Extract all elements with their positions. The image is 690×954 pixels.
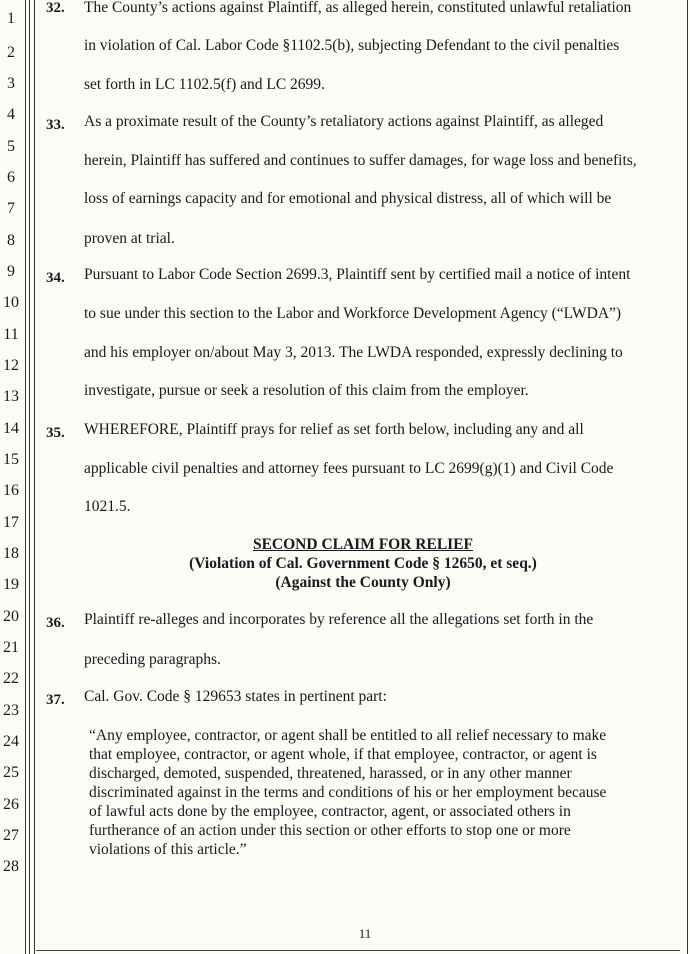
quote-text: discharged, demoted, suspended, threatened, harassed, or in any other manner (89, 765, 572, 782)
paragraph-text: preceding paragraphs. (84, 651, 221, 668)
quote-text: violations of this article.” (89, 841, 247, 858)
paragraph-text: to sue under this section to the Labor and Workforce Development Agency (“LWDA”) (84, 305, 622, 322)
quote-text: of lawful acts done by the employee, contractor, agent, or associated others in (89, 803, 571, 820)
quote-text: “Any employee, contractor, or agent shall be entitled to all relief necessary to make (89, 727, 607, 744)
line-number: 24 (3, 733, 19, 750)
line-number: 6 (7, 169, 15, 186)
paragraph-text: applicable civil penalties and attorney fees pursuant to LC 2699(g)(1) and Civil Code (84, 460, 614, 477)
paragraph-text: set forth in LC 1102.5(f) and LC 2699. (84, 76, 325, 93)
paragraph-number: 35. (46, 425, 65, 441)
quote-text: furtherance of an action under this section or other efforts to stop one or more (89, 822, 571, 839)
line-number: 14 (3, 420, 19, 437)
claim-heading-title: SECOND CLAIM FOR RELIEF (252, 536, 474, 553)
line-number: 16 (3, 482, 19, 499)
left-margin-rule (25, 0, 26, 954)
left-margin-rule (29, 0, 30, 954)
left-margin-rule (34, 0, 35, 954)
line-number: 27 (3, 827, 19, 844)
line-number: 15 (3, 451, 19, 468)
paragraph-text: herein, Plaintiff has suffered and continues to suffer damages, for wage loss and benefits, (84, 152, 637, 169)
line-number: 10 (3, 294, 19, 311)
line-number: 11 (3, 326, 19, 343)
line-number: 25 (3, 764, 19, 781)
line-number: 3 (7, 75, 15, 92)
line-number: 21 (3, 639, 19, 656)
line-number: 26 (3, 796, 19, 813)
claim-heading-subtitle: (Violation of Cal. Government Code § 12650, et seq.) (189, 555, 537, 572)
line-number: 23 (3, 702, 19, 719)
claim-heading-subtitle: (Against the County Only) (275, 574, 451, 591)
paragraph-text: As a proximate result of the County’s retaliatory actions against Plaintiff, as alleged (84, 113, 604, 130)
paragraph-text: loss of earnings capacity and for emotional and physical distress, all of which will be (84, 190, 612, 207)
quote-text: that employee, contractor, or agent whole, if that employee, contractor, or agent is (89, 746, 597, 763)
paragraph-text: proven at trial. (84, 230, 175, 247)
paragraph-text: investigate, pursue or seek a resolution of this claim from the employer. (84, 382, 529, 399)
line-number: 7 (7, 200, 15, 217)
line-number: 20 (3, 608, 19, 625)
line-number: 5 (7, 138, 15, 155)
paragraph-text: The County’s actions against Plaintiff, as alleged herein, constituted unlawful retaliation (84, 0, 632, 16)
line-number: 13 (3, 388, 19, 405)
line-number: 8 (7, 232, 15, 249)
paragraph-text: 1021.5. (84, 498, 131, 515)
line-number: 1 (7, 10, 15, 27)
paragraph-text: Pursuant to Labor Code Section 2699.3, Plaintiff sent by certified mail a notice of intent (84, 266, 631, 283)
line-number: 9 (7, 263, 15, 280)
paragraph-text: Plaintiff re-alleges and incorporates by reference all the allegations set forth in the (84, 611, 594, 628)
paragraph-number: 34. (46, 270, 65, 286)
quote-text: discriminated against in the terms and conditions of his or her employment because (89, 784, 607, 801)
line-number: 28 (3, 858, 19, 875)
page-number: 11 (358, 926, 372, 941)
line-number: 19 (3, 576, 19, 593)
line-number: 17 (3, 514, 19, 531)
paragraph-text: WHEREFORE, Plaintiff prays for relief as set forth below, including any and all (84, 421, 584, 438)
line-number: 18 (3, 545, 19, 562)
right-margin-rule (687, 0, 688, 954)
footer-rule (36, 950, 680, 951)
paragraph-text: in violation of Cal. Labor Code §1102.5(b), subjecting Defendant to the civil penalties (84, 37, 620, 54)
paragraph-text: and his employer on/about May 3, 2013. The LWDA responded, expressly declining to (84, 344, 623, 361)
paragraph-number: 36. (46, 615, 65, 631)
line-number: 2 (7, 44, 15, 61)
line-number: 12 (3, 357, 19, 374)
line-number: 22 (3, 670, 19, 687)
paragraph-number: 33. (46, 117, 65, 133)
paragraph-text: Cal. Gov. Code § 129653 states in pertinent part: (84, 688, 387, 705)
line-number: 4 (7, 106, 15, 123)
paragraph-number: 32. (46, 0, 65, 16)
paragraph-number: 37. (46, 692, 65, 708)
